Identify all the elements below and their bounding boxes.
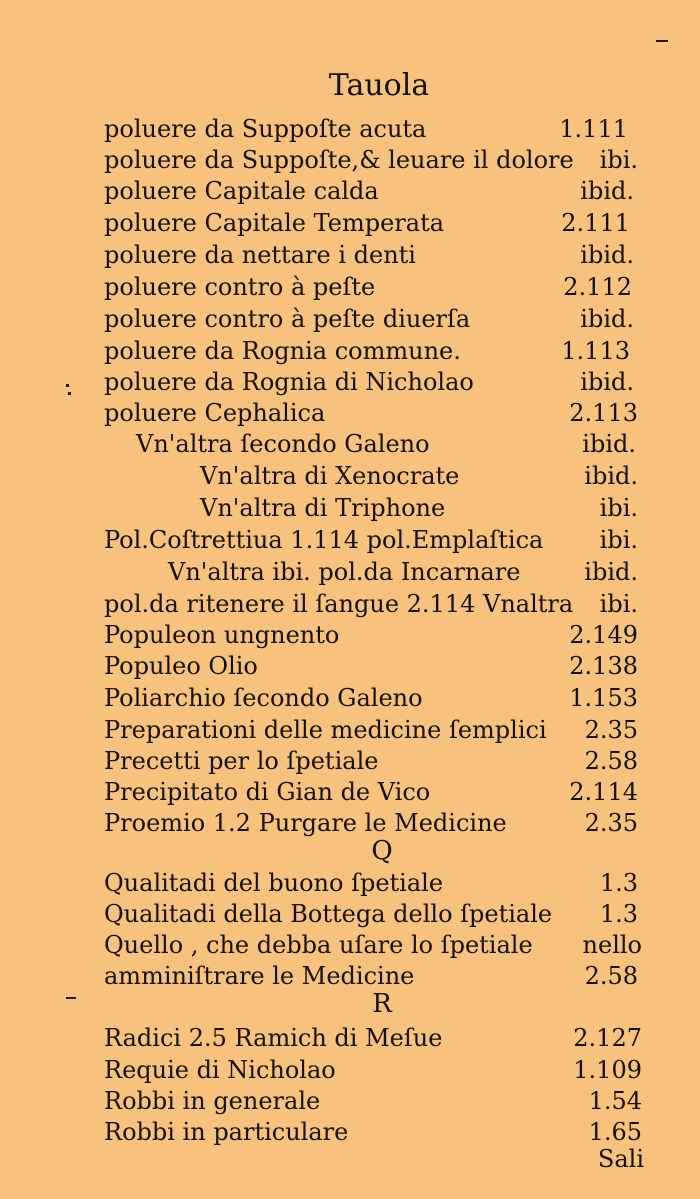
entry-text: poluere da Suppoſte acuta	[104, 115, 427, 143]
entry-text: Vn'altra ſecondo Galeno	[136, 430, 430, 458]
entry-text: poluere da nettare i denti	[104, 241, 416, 269]
index-entry	[104, 777, 638, 808]
entry-page: 1.65	[588, 1118, 642, 1146]
index-entry	[104, 746, 638, 777]
entry-text: Populeo Olio	[104, 652, 258, 680]
entry-text: Poliarchio ſecondo Galeno	[104, 684, 423, 712]
entry-page: 1.109	[573, 1056, 642, 1084]
entry-text: poluere Cephalica	[104, 399, 326, 427]
entry-page: ibid.	[580, 305, 634, 333]
entry-text: Requie di Nicholao	[104, 1056, 336, 1084]
entry-text: Qualitadi del buono ſpetiale	[104, 869, 444, 897]
index-entry	[104, 899, 638, 930]
index-entry	[104, 715, 638, 746]
entry-text: Robbi in particulare	[104, 1118, 349, 1146]
index-entry	[200, 461, 638, 492]
entry-text: Quello , che debba uſare lo ſpetiale	[104, 931, 533, 959]
entry-page: 1.111	[559, 115, 628, 143]
index-entry	[104, 1086, 642, 1117]
page-title: Tauola	[328, 68, 430, 103]
entry-text: Precipitato di Gian de Vico	[104, 778, 431, 806]
entry-page: 2.111	[561, 209, 630, 237]
entry-text: poluere Capitale calda	[104, 177, 379, 205]
index-entry	[104, 304, 634, 335]
index-entry	[104, 240, 634, 271]
entry-text: Proemio 1.2 Purgare le Medicine	[104, 809, 507, 837]
entry-page: 2.127	[573, 1024, 642, 1052]
index-entry	[104, 114, 628, 145]
entry-page: ibi.	[599, 146, 638, 174]
entry-page: 2.149	[569, 621, 638, 649]
index-entry	[104, 398, 638, 429]
entry-text: poluere da Suppoſte,& leuare il dolore	[104, 146, 574, 174]
index-entry	[104, 1117, 642, 1148]
entry-text: poluere contro à peſte	[104, 273, 376, 301]
ink-mark	[66, 997, 76, 999]
index-entry	[104, 1055, 642, 1086]
index-entry	[104, 208, 630, 239]
entry-text: amminiſtrare le Medicine	[104, 962, 415, 990]
index-entry	[104, 1023, 642, 1054]
entry-text: pol.da ritenere il ſangue 2.114 Vnaltra	[104, 590, 574, 618]
index-entry	[136, 429, 636, 460]
entry-text: poluere Capitale Temperata	[104, 209, 445, 237]
entry-text: poluere da Rognia commune.	[104, 337, 461, 365]
entry-page: ibi.	[599, 526, 638, 554]
ink-mark	[66, 384, 69, 387]
entry-page: 1.153	[569, 684, 638, 712]
index-entry	[104, 868, 638, 899]
entry-page: 1.54	[588, 1087, 642, 1115]
entry-text: poluere da Rognia di Nicholao	[104, 368, 474, 396]
entry-text: poluere contro à peſte diuerſa	[104, 305, 471, 333]
index-entry	[104, 589, 638, 620]
index-entry	[104, 176, 634, 207]
entry-text: Robbi in generale	[104, 1087, 321, 1115]
entry-text: Qualitadi della Bottega dello ſpetiale	[104, 900, 553, 928]
index-entry	[104, 525, 638, 556]
entry-text: Populeon ungnento	[104, 621, 340, 649]
entry-page: 2.112	[563, 273, 632, 301]
entry-text: Preparationi delle medicine ſemplici	[104, 716, 547, 744]
entry-page: 2.58	[584, 962, 638, 990]
entry-page: 2.114	[569, 778, 638, 806]
entry-page: 1.113	[561, 337, 630, 365]
index-entry	[200, 493, 638, 524]
index-entry	[104, 930, 642, 961]
entry-page: 2.138	[569, 652, 638, 680]
entry-page: 1.3	[599, 900, 638, 928]
index-entry	[104, 683, 638, 714]
entry-page: ibid.	[580, 368, 634, 396]
entry-page: ibi.	[599, 590, 638, 618]
entry-page: 2.113	[569, 399, 638, 427]
entry-text: Vn'altra di Triphone	[200, 494, 446, 522]
entry-page: ibid.	[580, 241, 634, 269]
entry-page: 2.58	[584, 747, 638, 775]
ink-mark	[68, 392, 71, 395]
index-entry	[168, 557, 638, 588]
entry-text: Pol.Coſtrettiua 1.114 pol.Emplaſtica	[104, 526, 544, 554]
index-entry	[104, 272, 632, 303]
index-entry	[104, 651, 638, 682]
entry-text: Radici 2.5 Ramich di Meſue	[104, 1024, 443, 1052]
index-entry	[104, 367, 634, 398]
entry-page: 2.35	[584, 716, 638, 744]
entry-text: Vn'altra ibi. pol.da Incarnare	[168, 558, 521, 586]
ink-mark	[656, 40, 668, 42]
entry-page: ibi.	[599, 494, 638, 522]
entry-page: ibid.	[584, 462, 638, 490]
index-entry	[104, 620, 638, 651]
entry-text: Precetti per lo ſpetiale	[104, 747, 379, 775]
index-entry	[104, 145, 638, 176]
catchword: Sali	[597, 1145, 644, 1173]
entry-page: ibid.	[582, 430, 636, 458]
entry-text: Vn'altra di Xenocrate	[200, 462, 460, 490]
index-entry	[104, 336, 630, 367]
entry-page: 2.35	[584, 809, 638, 837]
entry-page: nello	[582, 931, 642, 959]
entry-page: ibid.	[580, 177, 634, 205]
section-letter-r: R	[372, 989, 392, 1019]
entry-page: ibid.	[584, 558, 638, 586]
entry-page: 1.3	[599, 869, 638, 897]
section-letter-q: Q	[371, 836, 393, 866]
